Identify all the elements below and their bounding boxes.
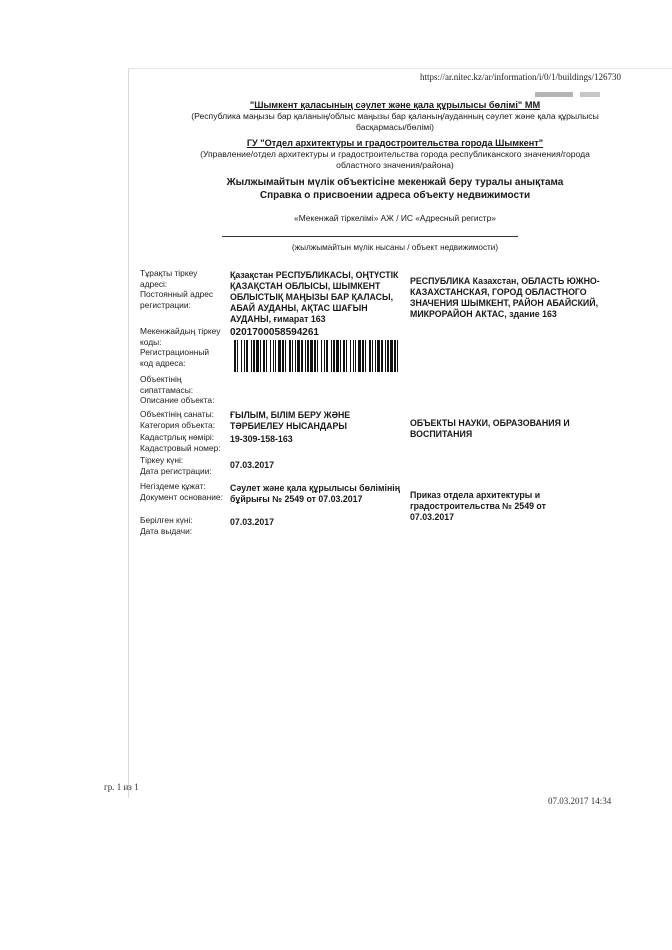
label-cat-ru: Категория объекта: <box>140 419 216 430</box>
org-desc-ru-line1: (Управление/отдел архитектуры и градостроительства города республиканского значения/города <box>200 149 590 159</box>
label-description <box>140 374 214 406</box>
address-kz: Қазақстан РЕСПУБЛИКАСЫ, ОҢТҮСТІК ҚАЗАҚСТАН ОБЛЫСЫ, ШЫМКЕНТ ОБЛЫСТЫҚ МАҢЫЗЫ БАР ҚАЛАСЫ, АБАЙ АУДАНЫ, АҚТАС ШАҒЫН АУДАНЫ, ғимарат 163 <box>230 270 399 324</box>
label-reg-code <box>140 326 220 368</box>
label-cad-kz: Кадастрлық нөмірі: <box>140 432 215 442</box>
barcode <box>233 340 403 372</box>
label-desc-ru: Описание объекта: <box>140 395 215 405</box>
issuing-org-ru <box>160 138 630 171</box>
label-cadastral <box>140 432 221 453</box>
org-name-kz: "Шымкент қаласының сәулет және қала құрылысы бөлімі" ММ <box>249 100 541 110</box>
reg-code: 0201700058594261 <box>230 327 319 338</box>
label-desc-kz2: сипаттамасы: <box>140 384 194 395</box>
org-name-ru: ГУ "Отдел архитектуры и градостроительства города Шымкент" <box>246 138 544 148</box>
org-desc-ru-line2: областного значения/района) <box>336 160 454 170</box>
source-url: https://ar.nitec.kz/ar/information/i/0/1/buildings/126730 <box>420 72 621 82</box>
label-code-ru1: Регистрационный <box>140 347 210 357</box>
label-address <box>140 268 213 310</box>
label-regdate-kz: Тіркеу күні: <box>140 455 184 465</box>
reg-date: 07.03.2017 <box>230 460 275 470</box>
label-issue-kz: Берілген күні: <box>140 515 193 525</box>
registry-name: «Мекенжай тіркелімі» АЖ / ИС «Адресный регистр» <box>294 213 496 223</box>
label-basis-ru: Документ основание: <box>140 491 223 502</box>
label-code-kz1: Мекенжайдың тіркеу <box>140 326 221 336</box>
label-issue-date <box>140 515 193 536</box>
scan-artifact <box>580 92 600 97</box>
label-address-kz2: адресі: <box>140 278 168 289</box>
label-category <box>140 409 215 430</box>
label-cad-ru: Кадастровый номер: <box>140 442 221 453</box>
object-caption: (жылжымайтын мүлік нысаны / объект недвижимости) <box>291 243 499 252</box>
scan-edge-top <box>128 68 672 69</box>
basis-kz: Сәулет және қала құрылысы бөлімінің бұйрығы № 2549 от 07.03.2017 <box>230 483 401 504</box>
title-ru: Справка о присвоении адреса объекту недвижимости <box>259 190 531 201</box>
document-title <box>170 176 620 202</box>
issuing-org-kz <box>160 100 630 133</box>
label-desc-kz1: Объектінің <box>140 374 182 384</box>
org-desc-kz-line2: басқармасы/бөлімі) <box>356 122 434 132</box>
cadastral-number: 19-309-158-163 <box>230 434 293 444</box>
basis-ru: Приказ отдела архитектуры и градостроительства № 2549 от 07.03.2017 <box>410 490 546 522</box>
issue-date: 07.03.2017 <box>230 517 275 527</box>
label-code-kz2: коды: <box>140 336 162 347</box>
print-datetime: 07.03.2017 14:34 <box>548 796 612 806</box>
label-reg-date <box>140 455 212 476</box>
title-kz: Жылжымайтын мүлік объектісіне мекенжай беру туралы анықтама <box>226 177 564 188</box>
label-basis <box>140 481 223 502</box>
label-code-ru2: код адреса: <box>140 357 186 368</box>
category-kz: ҒЫЛЫМ, БІЛІМ БЕРУ ЖӘНЕ ТӘРБИЕЛЕУ НЫСАНДАРЫ <box>230 410 351 431</box>
scan-edge-left <box>128 68 129 798</box>
label-cat-kz: Объектінің санаты: <box>140 409 214 419</box>
label-issue-ru: Дата выдачи: <box>140 525 193 536</box>
scan-artifact <box>535 92 573 97</box>
label-address-ru2: регистрации: <box>140 299 191 310</box>
label-regdate-ru: Дата регистрации: <box>140 465 212 476</box>
page-number: гр. 1 из 1 <box>104 782 139 792</box>
object-underline <box>222 236 518 237</box>
label-basis-kz: Негіздеме құжат: <box>140 481 206 491</box>
label-address-kz1: Тұрақты тіркеу <box>140 268 198 278</box>
label-address-ru1: Постоянный адрес <box>140 289 214 299</box>
org-desc-kz-line1: (Республика маңызы бар қаланың/облыс маңызы бар қаланың/ауданның сәулет және қала құрылысы <box>191 111 599 121</box>
address-ru: РЕСПУБЛИКА Казахстан, ОБЛАСТЬ ЮЖНО-КАЗАХСТАНСКАЯ, ГОРОД ОБЛАСТНОГО ЗНАЧЕНИЯ ШЫМКЕНТ, РАЙОН АБАЙСКИЙ, МИКРОРАЙОН АКТАС, здание 163 <box>410 276 600 319</box>
category-ru: ОБЪЕКТЫ НАУКИ, ОБРАЗОВАНИЯ И ВОСПИТАНИЯ <box>410 418 570 439</box>
